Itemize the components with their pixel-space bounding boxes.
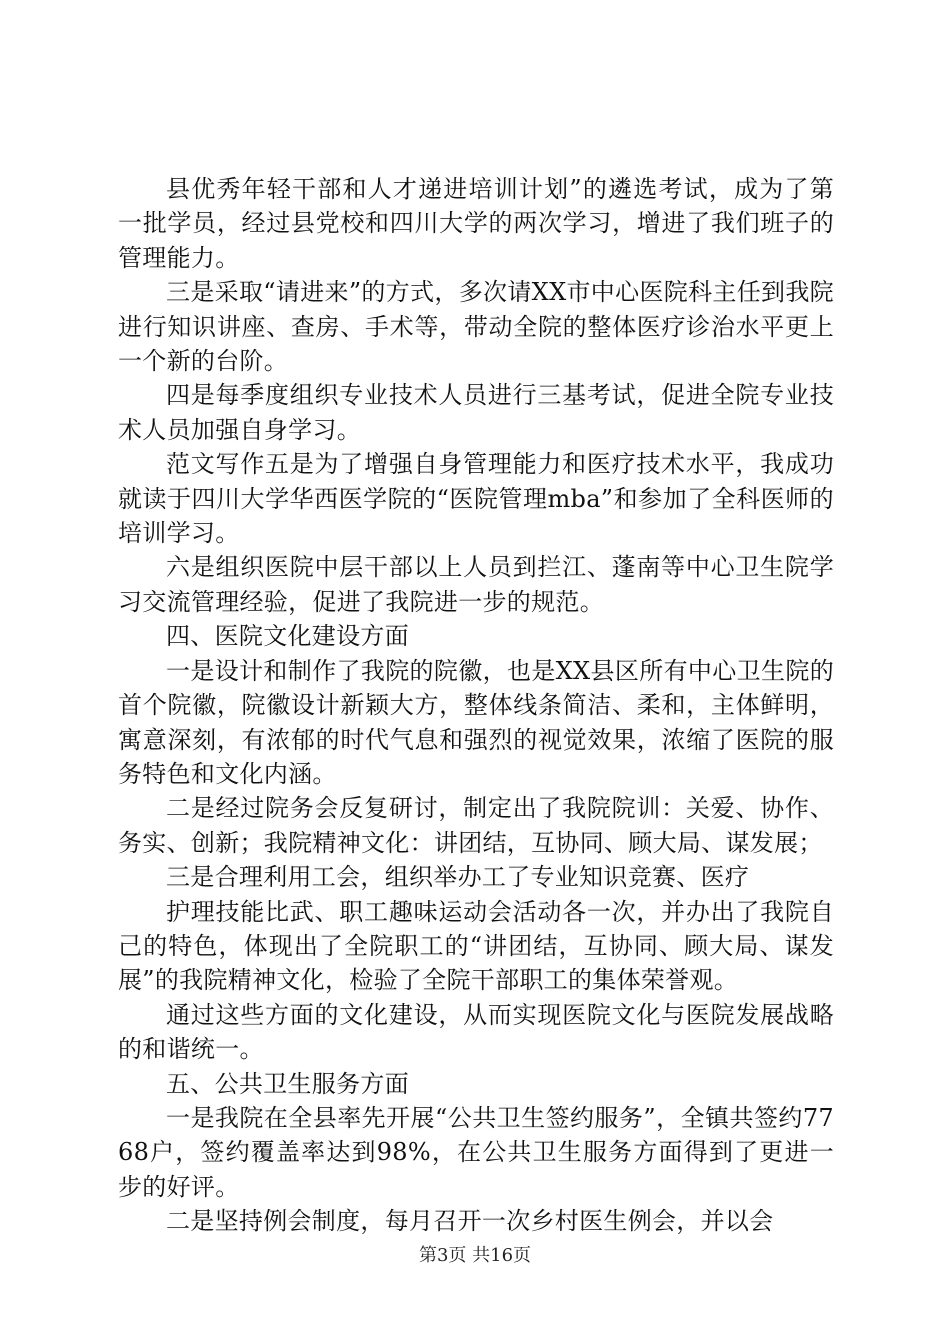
paragraph-8: 二是经过院务会反复研讨，制定出了我院院训：关爱、协作、务实、创新；我院精神文化：讲团结，互协同、顾大局、谋发展； — [118, 794, 834, 857]
paragraph-9: 三是合理利用工会，组织举办工了专业知识竞赛、医疗 — [166, 863, 750, 892]
document-body — [118, 172, 834, 1239]
paragraph-13: 一是我院在全县率先开展“公共卫生签约服务”，全镇共签约7768户，签约覆盖率达到98%，在公共卫生服务方面得到了更进一步的好评。 — [118, 1103, 834, 1201]
paragraph-11: 通过这些方面的文化建设，从而实现医院文化与医院发展战略的和谐统一。 — [118, 1000, 834, 1064]
paragraph-14: 二是坚持例会制度，每月召开一次乡村医生例会，并以会 — [166, 1207, 774, 1236]
paragraph-2: 三是采取“请进来”的方式，多次请XX市中心医院科主任到我院进行知识讲座、查房、手术等，带动全院的整体医疗诊治水平更上一个新的台阶。 — [118, 278, 834, 376]
page-footer — [0, 1244, 950, 1268]
page-number: 第3页 共16页 — [418, 1245, 532, 1266]
paragraph-4: 范文写作五是为了增强自身管理能力和医疗技术水平，我成功就读于四川大学华西医学院的“医院管理mba”和参加了全科医师的培训学习。 — [118, 450, 834, 548]
paragraph-10: 护理技能比武、职工趣味运动会活动各一次，并办出了我院自己的特色，体现出了全院职工的“讲团结，互协同、顾大局、谋发展”的我院精神文化，检验了全院干部职工的集体荣誉观。 — [118, 897, 834, 995]
paragraph-5: 六是组织医院中层干部以上人员到拦江、蓬南等中心卫生院学习交流管理经验，促进了我院进一步的规范。 — [118, 553, 834, 616]
paragraph-7: 一是设计和制作了我院的院徽，也是XX县区所有中心卫生院的首个院徽，院徽设计新颖大方，整体线条简洁、柔和，主体鲜明，寓意深刻，有浓郁的时代气息和强烈的视觉效果，浓缩了医院的服务特色和文化内涵。 — [118, 656, 834, 788]
section-heading-public-health: 五、公共卫生服务方面 — [166, 1069, 409, 1098]
section-heading-culture: 四、医院文化建设方面 — [166, 622, 409, 651]
paragraph-1: 县优秀年轻干部和人才递进培训计划”的遴选考试，成为了第一批学员，经过县党校和四川大学的两次学习，增进了我们班子的管理能力。 — [118, 175, 834, 272]
paragraph-3: 四是每季度组织专业技术人员进行三基考试，促进全院专业技术人员加强自身学习。 — [118, 381, 834, 444]
